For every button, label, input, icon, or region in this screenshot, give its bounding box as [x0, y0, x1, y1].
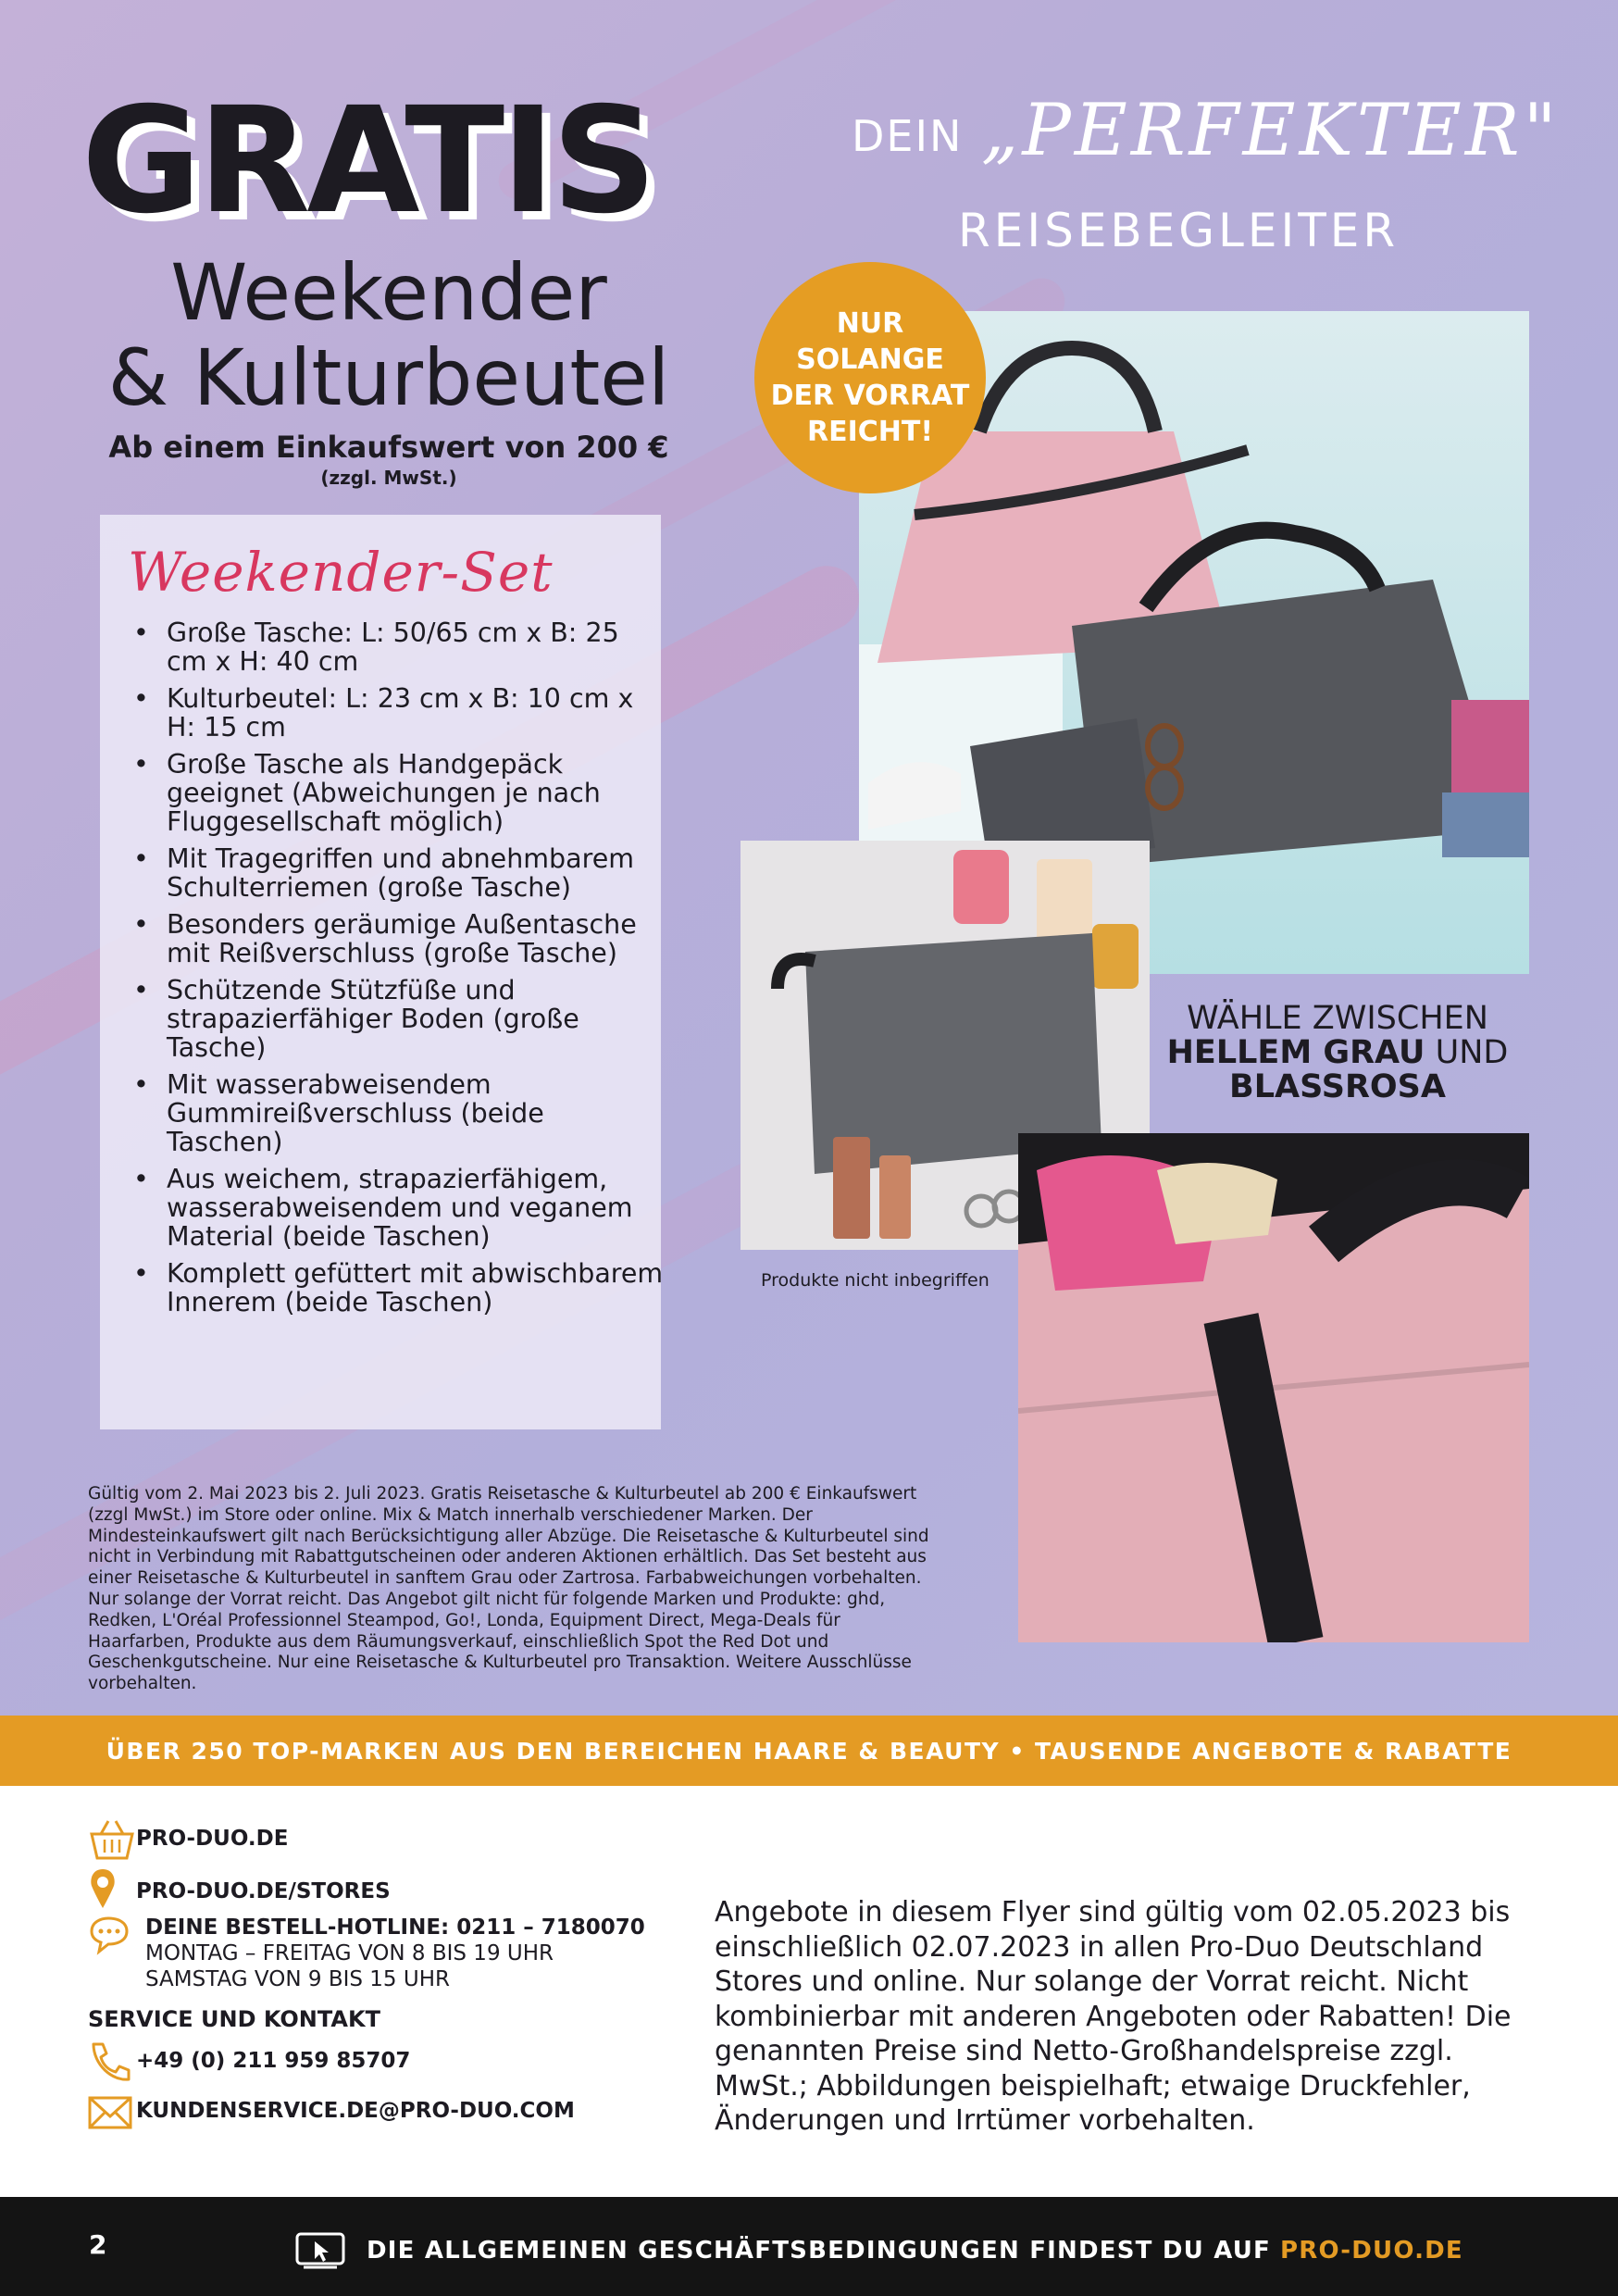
email-text: KUNDENSERVICE.DE@PRO-DUO.COM [136, 2099, 575, 2123]
tax-note: (zzgl. MwSt.) [320, 467, 457, 489]
hours-weekday: MONTAG – FREITAG VON 8 BIS 19 UHR [145, 1941, 554, 1965]
hotline-block [145, 1915, 645, 1992]
stores-link-row[interactable] [88, 1867, 391, 1912]
email-link[interactable] [136, 2098, 575, 2124]
stock-badge-text: NUR SOLANGE DER VORRAT REICHT! [770, 307, 970, 448]
tagline-perfekter: „PERFEKTER" [981, 89, 1561, 172]
phone-icon [88, 2040, 136, 2085]
brands-band-text: ÜBER 250 TOP-MARKEN AUS DEN BEREICHEN HAARE & BEAUTY • TAUSENDE ANGEBOTE & RABATTE [106, 1737, 1512, 1765]
stores-link-text: PRO-DUO.DE/STORES [136, 1879, 391, 1903]
color-grey: HELLEM GRAU [1166, 1034, 1425, 1071]
phone-row[interactable] [88, 2040, 410, 2085]
stores-link[interactable] [136, 1878, 391, 1904]
color-choice [1148, 1002, 1527, 1104]
min-purchase: Ab einem Einkaufswert von 200 € [108, 430, 669, 465]
headline-gratis: GRATIS [81, 76, 653, 246]
email-row[interactable] [88, 2090, 575, 2135]
product-title-line2: & Kulturbeutel [107, 332, 670, 423]
phone-link[interactable] [136, 2048, 410, 2074]
feature-item: • Große Tasche als Handgepäck geeignet (Abweichungen je nach Fluggesellschaft möglich) [130, 750, 666, 836]
location-pin-icon [88, 1867, 136, 1912]
color-and: UND [1435, 1034, 1509, 1071]
feature-item: • Aus weichem, strapazierfähigem, wasserabweisendem und veganem Material (beide Taschen) [130, 1165, 666, 1251]
page-number: 2 [89, 2229, 107, 2260]
color-choice-line3 [1148, 1070, 1527, 1104]
feature-list [130, 618, 666, 1325]
chat-icon [88, 1915, 136, 1959]
photo-caption: Produkte nicht inbegriffen [761, 1270, 989, 1291]
feature-item: • Mit wasserabweisendem Gummireißverschluss (beide Taschen) [130, 1070, 666, 1156]
shop-link[interactable] [136, 1826, 288, 1852]
product-title [93, 247, 685, 423]
tagline-reisebegleiter: REISEBEGLEITER [958, 204, 1400, 257]
cursor-icon [294, 2231, 346, 2270]
shop-link-text: PRO-DUO.DE [136, 1827, 289, 1851]
shop-link-row[interactable] [88, 1817, 288, 1862]
product-title-line1: Weekender [170, 247, 607, 338]
hours-saturday: SAMSTAG VON 9 BIS 15 UHR [145, 1967, 450, 1991]
terms-link[interactable]: PRO-DUO.DE [1280, 2237, 1463, 2265]
hotline-text: DEINE BESTELL-HOTLINE: 0211 – 7180070 [145, 1915, 645, 1940]
service-heading: SERVICE UND KONTAKT [88, 2006, 380, 2032]
feature-item: • Große Tasche: L: 50/65 cm x B: 25 cm x H: 40 cm [130, 618, 666, 676]
terms-row [294, 2231, 1463, 2270]
color-rose: BLASSROSA [1229, 1068, 1446, 1105]
feature-item: • Besonders geräumige Außentasche mit Reißverschluss (große Tasche) [130, 910, 666, 967]
feature-item: • Mit Tragegriffen und abnehmbarem Schulterriemen (große Tasche) [130, 844, 666, 902]
phone-text: +49 (0) 211 959 85707 [136, 2049, 411, 2073]
hotline-number[interactable] [145, 1915, 645, 1940]
mail-icon [88, 2090, 136, 2135]
color-choice-line1: WÄHLE ZWISCHEN [1187, 1000, 1488, 1037]
feature-item: • Schützende Stützfüße und strapazierfähiger Boden (große Tasche) [130, 976, 666, 1062]
tagline-dein: DEIN [852, 111, 964, 161]
weekender-set-box [100, 515, 664, 1429]
color-choice-line2 [1148, 1036, 1527, 1070]
brands-band [0, 1716, 1618, 1786]
stock-badge [754, 262, 986, 493]
feature-item: • Kulturbeutel: L: 23 cm x B: 10 cm x H: 15 cm [130, 684, 666, 742]
set-title: Weekender-Set [128, 541, 554, 604]
legal-text: Gültig vom 2. Mai 2023 bis 2. Juli 2023. Gratis Reisetasche & Kulturbeutel ab 200 € Einkaufswert (zzgl MwSt.) im Store oder online. Mix & Match innerhalb verschiedener Marken. Der Mindesteinkaufswert gilt nach Berücksichtigung aller Abzüge. Die Reisetasche & Kulturbeutel sind nicht in Verbindung mit Rabattgutscheinen oder anderen Aktionen erhältlich. Das Set besteht aus einer Reisetasche & Kulturbeutel in sanftem Grau oder Zartrosa. Farbabweichungen vorbehalten. Nur solange der Vorrat reicht. Das Angebot gilt nicht für folgende Marken und Produkte: ghd, Redken, L'Oréal Professionnel Steampod, Go!, Londa, Equipment Direct, Mega-Deals für Haarfarben, Produkte aus dem Räumungsverkauf, einschließlich Spot the Red Dot und Geschenkgutscheine. Nur eine Reisetasche & Kulturbeutel pro Transaktion. Weitere Ausschlüsse vorbehalten. [88, 1484, 929, 1694]
basket-icon [88, 1817, 136, 1862]
hotline-row [88, 1915, 645, 1992]
terms-text: DIE ALLGEMEINEN GESCHÄFTSBEDINGUNGEN FINDEST DU AUF [367, 2237, 1271, 2265]
offer-validity-note: Angebote in diesem Flyer sind gültig vom 02.05.2023 bis einschließlich 02.07.2023 in allen Pro-Duo Deutschland Stores und online. Nur solange der Vorrat reicht. Nicht kombinierbar mit anderen Angeboten oder Rabatten! Die genannten Preise sind Netto-Großhandelspreise zzgl. MwSt.; Abbildungen beispielhaft; etwaige Druckfehler, Änderungen und Irrtümer vorbehalten. [715, 1896, 1512, 2137]
pink-bag-photo [1018, 1133, 1529, 1642]
feature-item: • Komplett gefüttert mit abwischbarem Innerem (beide Taschen) [130, 1259, 666, 1316]
